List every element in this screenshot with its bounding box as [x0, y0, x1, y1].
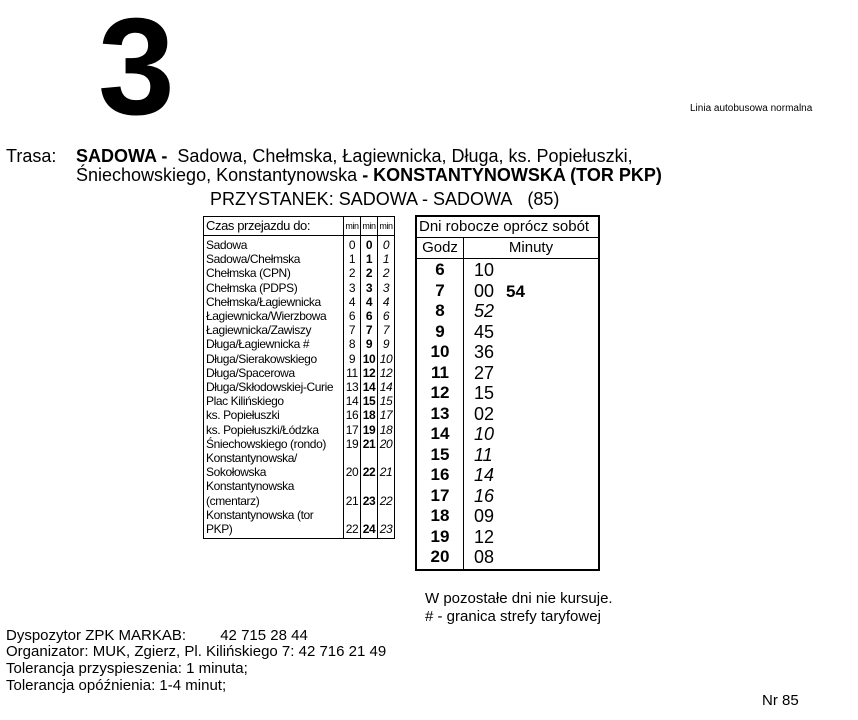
travel-time-2: 7	[361, 323, 378, 337]
travel-time-2: 21	[361, 437, 378, 451]
travel-row	[204, 408, 395, 422]
travel-time-3: 2	[378, 266, 395, 280]
travel-stop-name: Chełmska/Łagiewnicka	[206, 294, 321, 309]
travel-row	[204, 236, 395, 253]
travel-time-1: 7	[344, 323, 361, 337]
travel-stop-name: Długa/Sierakowskiego	[206, 351, 317, 366]
departure-minutes-row	[464, 465, 598, 486]
travel-time-1: 1	[344, 252, 361, 266]
departure-minute: 00	[474, 280, 495, 301]
travel-time-3: 20	[378, 437, 395, 451]
travel-stop-name: Śniechowskiego (rondo)	[206, 436, 326, 451]
departure-minute: 36	[474, 342, 495, 362]
departure-minutes-row	[464, 383, 598, 404]
travel-time-3: 18	[378, 423, 395, 437]
travel-stop-name: Chełmska (CPN)	[206, 266, 291, 281]
travel-time-1: 0	[344, 236, 361, 253]
travel-time-3: 6	[378, 309, 395, 323]
departure-hour: 16	[430, 465, 450, 484]
departure-minutes-row	[464, 281, 598, 302]
travel-time-2: 19	[361, 423, 378, 437]
departure-minutes-row	[464, 527, 598, 548]
travel-row	[204, 295, 395, 309]
timetable-body	[417, 259, 598, 569]
travel-time-1: 11	[344, 366, 361, 380]
tolerance-delay: Tolerancja opóźnienia: 1-4 minut;	[6, 677, 227, 694]
travel-time-2: 0	[361, 236, 378, 253]
travel-row	[204, 252, 395, 266]
travel-row	[204, 394, 395, 408]
travel-row	[204, 479, 395, 507]
departure-minutes-row	[464, 506, 598, 527]
travel-row	[204, 423, 395, 437]
travel-row	[204, 366, 395, 380]
stop-name	[210, 189, 559, 210]
travel-time-3: 10	[378, 352, 395, 366]
travel-stop-name: Konstantynowska (tor PKP)	[206, 507, 314, 537]
departure-hour: 6	[435, 260, 445, 279]
departure-minute: 54	[506, 281, 525, 301]
travel-time-1: 20	[344, 451, 361, 479]
travel-row	[204, 323, 395, 337]
departure-hour: 9	[435, 321, 445, 341]
departure-minute: 09	[474, 506, 495, 526]
departure-minute: 10	[474, 260, 495, 280]
travel-stop-name: Chełmska (PDPS)	[206, 280, 298, 295]
travel-stop-name: Łagiewnicka/Zawiszy	[206, 323, 312, 338]
travel-time-3: 23	[378, 508, 395, 539]
departure-minute: 45	[474, 321, 495, 342]
travel-row	[204, 266, 395, 280]
minutes-column	[464, 259, 598, 569]
travel-time-3: 22	[378, 479, 395, 507]
departure-minutes-row	[464, 322, 598, 343]
travel-time-1: 4	[344, 295, 361, 309]
travel-stop-name: Konstantynowska (cmentarz)	[206, 479, 295, 508]
page-number: Nr 85	[762, 692, 799, 709]
travel-time-1: 14	[344, 394, 361, 408]
travel-time-3: 17	[378, 408, 395, 422]
travel-time-1: 13	[344, 380, 361, 394]
travel-stop-name: ks. Popiełuszki/Łódzka	[206, 422, 319, 437]
departure-minutes-row	[464, 486, 598, 507]
travel-stop-name: Długa/Łagiewnicka #	[206, 337, 310, 352]
travel-time-2: 9	[361, 337, 378, 351]
travel-time-3: 0	[378, 236, 395, 253]
unit-label: min	[344, 217, 361, 236]
departure-minutes-row	[464, 342, 598, 363]
travel-stop-name: Plac Kilińskiego	[206, 394, 284, 409]
unit-label: min	[378, 217, 395, 236]
departure-minutes-row	[464, 301, 598, 322]
travel-row	[204, 281, 395, 295]
travel-time-2: 2	[361, 266, 378, 280]
departure-minute: 11	[474, 444, 493, 465]
travel-time-2: 24	[361, 508, 378, 539]
zone-note: # - granica strefy taryfowej	[425, 608, 601, 625]
travel-time-1: 2	[344, 266, 361, 280]
travel-time-2: 18	[361, 408, 378, 422]
stop-text: PRZYSTANEK: SADOWA - SADOWA	[210, 189, 513, 209]
departure-minute: 15	[474, 383, 495, 403]
travel-time-1: 17	[344, 423, 361, 437]
travel-time-2: 12	[361, 366, 378, 380]
timetable-headers	[417, 238, 598, 259]
departure-hour: 12	[430, 383, 450, 402]
route-label: Trasa:	[6, 146, 57, 166]
route-streets-2: Śniechowskiego, Konstantynowska	[76, 165, 358, 185]
departure-hour: 10	[430, 342, 450, 361]
travel-row	[204, 352, 395, 366]
travel-time-3: 7	[378, 323, 395, 337]
route-line-2	[76, 165, 662, 186]
departure-hour: 15	[430, 444, 450, 464]
departure-minute: 16	[474, 485, 495, 506]
travel-time-1: 3	[344, 281, 361, 295]
travel-time-1: 6	[344, 309, 361, 323]
departure-minutes-row	[464, 547, 598, 568]
travel-header-label: Czas przejazdu do:	[204, 217, 344, 236]
travel-time-1: 16	[344, 408, 361, 422]
travel-stop-name: Długa/Skłodowskiej-Curie	[206, 380, 334, 395]
stop-number: (85)	[527, 189, 560, 209]
travel-time-3: 15	[378, 394, 395, 408]
no-service-note: W pozostałe dni nie kursuje.	[425, 590, 613, 607]
departure-hour: 7	[435, 280, 445, 300]
line-number: 3	[98, 0, 173, 144]
departure-hour: 19	[430, 526, 450, 546]
travel-stop-name: Łagiewnicka/Wierzbowa	[206, 309, 327, 324]
travel-row	[204, 451, 395, 479]
hour-header: Godz	[417, 238, 464, 258]
departure-hour: 8	[435, 301, 445, 320]
travel-time-2: 15	[361, 394, 378, 408]
departure-minute: 52	[474, 301, 495, 321]
departure-hour: 13	[430, 403, 450, 423]
timetable-title: Dni robocze oprócz sobót	[417, 217, 598, 238]
travel-row	[204, 508, 395, 539]
departure-minute: 27	[474, 362, 495, 383]
departure-hour: 18	[430, 506, 450, 525]
travel-time-3: 4	[378, 295, 395, 309]
travel-time-2: 6	[361, 309, 378, 323]
departure-hour: 20	[430, 547, 450, 566]
departure-minute: 02	[474, 403, 495, 424]
travel-row	[204, 437, 395, 451]
travel-time-2: 10	[361, 352, 378, 366]
travel-time-2: 1	[361, 252, 378, 266]
departure-minutes-row	[464, 424, 598, 445]
travel-time-2: 14	[361, 380, 378, 394]
travel-time-3: 21	[378, 451, 395, 479]
route-end: - KONSTANTYNOWSKA (TOR PKP)	[362, 165, 662, 185]
travel-time-2: 3	[361, 281, 378, 295]
travel-time-table	[203, 216, 395, 539]
travel-time-3: 1	[378, 252, 395, 266]
organizer-info: Organizator: MUK, Zgierz, Pl. Kilińskiego 7: 42 716 21 49	[6, 643, 387, 660]
departure-hour: 17	[430, 485, 450, 505]
travel-table-header	[204, 217, 395, 236]
route-streets-1: Sadowa, Chełmska, Łagiewnicka, Długa, ks. Popiełuszki,	[177, 146, 633, 166]
travel-time-3: 9	[378, 337, 395, 351]
route-line-1	[76, 146, 633, 167]
travel-stop-name: ks. Popiełuszki	[206, 408, 280, 423]
minutes-header: Minuty	[508, 239, 554, 256]
travel-stop-name: Sadowa/Chełmska	[206, 252, 301, 267]
dispatcher-info	[6, 627, 308, 644]
departure-minutes-row	[464, 363, 598, 384]
travel-stop-name: Długa/Spacerowa	[206, 365, 295, 380]
travel-time-2: 23	[361, 479, 378, 507]
tolerance-acceleration: Tolerancja przyspieszenia: 1 minuta;	[6, 660, 248, 677]
departure-minute: 12	[474, 526, 495, 547]
hours-column	[417, 259, 464, 569]
departure-minute: 10	[474, 424, 495, 444]
travel-time-3: 3	[378, 281, 395, 295]
departure-hour: 14	[430, 424, 450, 443]
departure-minutes-row	[464, 404, 598, 425]
travel-row	[204, 309, 395, 323]
travel-time-1: 19	[344, 437, 361, 451]
line-type-label: Linia autobusowa normalna	[690, 103, 813, 114]
departure-minute: 08	[474, 547, 495, 567]
travel-time-3: 12	[378, 366, 395, 380]
departure-minutes-row	[464, 445, 598, 466]
travel-row	[204, 380, 395, 394]
departure-minute: 14	[474, 465, 495, 485]
unit-label: min	[361, 217, 378, 236]
travel-time-1: 22	[344, 508, 361, 539]
dispatcher-phone: 42 715 28 44	[220, 627, 308, 644]
travel-row	[204, 337, 395, 351]
travel-time-3: 14	[378, 380, 395, 394]
travel-stop-name: Konstantynowska/ Sokołowska	[206, 451, 297, 480]
travel-time-2: 4	[361, 295, 378, 309]
departure-hour: 11	[431, 362, 449, 382]
travel-time-1: 21	[344, 479, 361, 507]
departure-timetable	[415, 215, 600, 571]
dispatcher-label: Dyspozytor ZPK MARKAB:	[6, 627, 187, 644]
travel-time-1: 9	[344, 352, 361, 366]
route-start: SADOWA -	[76, 146, 168, 166]
travel-stop-name: Sadowa	[206, 238, 247, 252]
departure-minutes-row	[464, 260, 598, 281]
travel-time-2: 22	[361, 451, 378, 479]
travel-time-1: 8	[344, 337, 361, 351]
